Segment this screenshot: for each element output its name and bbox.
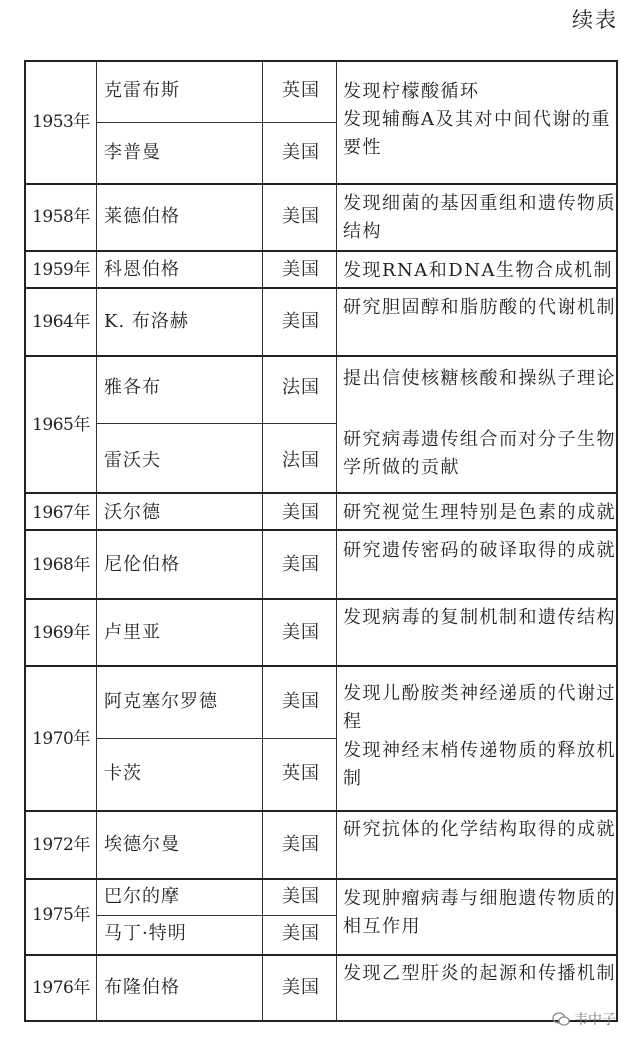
year-cell: 1953年 <box>32 112 90 132</box>
name-cell: 卢里亚 <box>104 622 161 643</box>
achievement-cell: 发现RNA和DNA生物合成机制 <box>343 260 613 281</box>
achievement-cell: 提出信使核糖核酸和操纵子理论 <box>343 368 616 389</box>
country-cell: 美国 <box>282 142 320 163</box>
achievement-cell: 发现神经末梢传递物质的释放机制 <box>343 740 616 789</box>
col-divider <box>262 62 263 1020</box>
name-cell: 布隆伯格 <box>104 977 180 998</box>
name-cell: 雅各布 <box>104 377 161 398</box>
achievement-cell: 研究胆固醇和脂肪酸的代谢机制 <box>343 297 616 318</box>
name-cell: 阿克塞尔罗德 <box>104 691 218 712</box>
name-cell: 雷沃夫 <box>104 450 161 471</box>
country-cell: 美国 <box>282 691 320 712</box>
country-cell: 美国 <box>282 923 320 944</box>
watermark <box>552 1009 616 1029</box>
year-cell: 1972年 <box>32 835 90 855</box>
country-cell: 英国 <box>282 763 320 784</box>
col-divider <box>96 62 97 1020</box>
name-cell: 卡茨 <box>104 763 142 784</box>
achievement-cell: 研究遗传密码的破译取得的成就 <box>343 540 616 561</box>
nobel-table <box>24 60 618 1022</box>
row-divider <box>26 355 616 357</box>
subrow-divider <box>96 738 336 739</box>
page-title: 续表 <box>572 8 618 32</box>
row-divider <box>26 598 616 600</box>
achievement-cell: 发现病毒的复制机制和遗传结构 <box>343 607 616 628</box>
country-cell: 美国 <box>282 206 320 227</box>
country-cell: 美国 <box>282 259 320 280</box>
country-cell: 美国 <box>282 886 320 907</box>
watermark-text: 韦中子 <box>574 1012 616 1028</box>
year-cell: 1968年 <box>32 555 90 575</box>
achievement-cell: 研究视觉生理特别是色素的成就 <box>343 502 616 523</box>
name-cell: 科恩伯格 <box>104 259 180 280</box>
row-divider <box>26 810 616 812</box>
country-cell: 美国 <box>282 622 320 643</box>
achievement-cell: 研究病毒遗传组合而对分子生物学所做的贡献 <box>343 429 616 478</box>
country-cell: 法国 <box>282 450 320 471</box>
achievement-cell: 发现儿酚胺类神经递质的代谢过程 <box>343 683 616 732</box>
row-divider <box>26 665 616 667</box>
achievement-cell: 发现辅酶A及其对中间代谢的重要性 <box>343 109 611 158</box>
year-cell: 1969年 <box>32 623 90 643</box>
year-cell: 1975年 <box>32 905 90 925</box>
subrow-divider <box>96 122 336 123</box>
row-divider <box>26 492 616 494</box>
year-cell: 1959年 <box>32 260 90 280</box>
year-cell: 1958年 <box>32 207 90 227</box>
country-cell: 美国 <box>282 311 320 332</box>
year-cell: 1964年 <box>32 312 90 332</box>
name-cell: K. 布洛赫 <box>104 311 189 332</box>
name-cell: 李普曼 <box>104 142 161 163</box>
row-divider <box>26 954 616 956</box>
name-cell: 巴尔的摩 <box>104 886 180 907</box>
name-cell: 埃德尔曼 <box>104 834 180 855</box>
row-divider <box>26 250 616 252</box>
name-cell: 尼伦伯格 <box>104 554 180 575</box>
achievement-cell: 发现乙型肝炎的起源和传播机制 <box>343 963 616 984</box>
country-cell: 英国 <box>282 80 320 101</box>
row-divider <box>26 529 616 531</box>
achievement-cell: 研究抗体的化学结构取得的成就 <box>343 819 616 840</box>
year-cell: 1976年 <box>32 978 90 998</box>
name-cell: 沃尔德 <box>104 502 161 523</box>
subrow-divider <box>96 915 336 916</box>
col-divider <box>336 62 337 1020</box>
name-cell: 莱德伯格 <box>104 206 180 227</box>
country-cell: 美国 <box>282 834 320 855</box>
row-divider <box>26 183 616 185</box>
achievement-cell: 发现柠檬酸循环 <box>343 81 480 102</box>
year-cell: 1970年 <box>32 729 90 749</box>
country-cell: 法国 <box>282 377 320 398</box>
achievement-cell: 发现细菌的基因重组和遗传物质结构 <box>343 193 616 242</box>
wechat-icon <box>552 1012 570 1026</box>
subrow-divider <box>96 423 336 424</box>
year-cell: 1965年 <box>32 415 90 435</box>
row-divider <box>26 287 616 289</box>
name-cell: 马丁·特明 <box>104 923 187 944</box>
name-cell: 克雷布斯 <box>104 80 180 101</box>
achievement-cell: 发现肿瘤病毒与细胞遗传物质的相互作用 <box>343 888 616 937</box>
country-cell: 美国 <box>282 502 320 523</box>
row-divider <box>26 878 616 880</box>
year-cell: 1967年 <box>32 503 90 523</box>
country-cell: 美国 <box>282 977 320 998</box>
country-cell: 美国 <box>282 554 320 575</box>
